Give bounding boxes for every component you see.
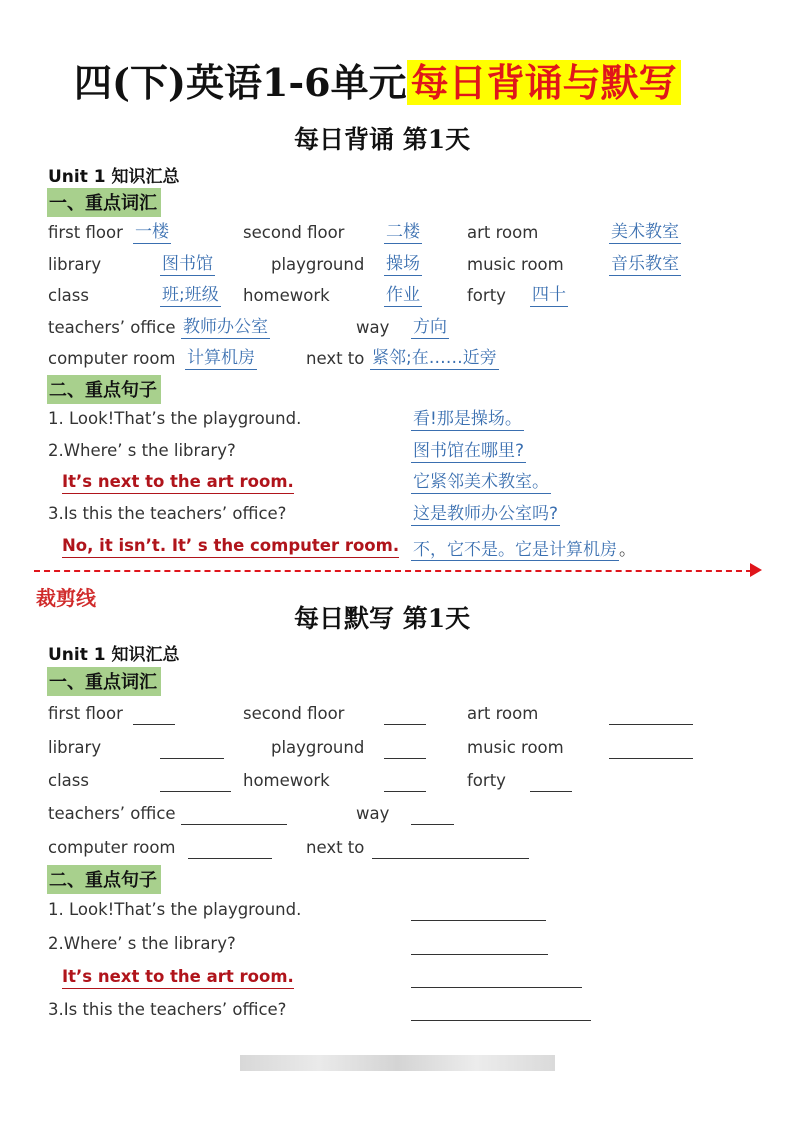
answer-blank[interactable] bbox=[181, 824, 287, 825]
answer-blank[interactable] bbox=[411, 920, 546, 921]
dictation-sentence-en-answer: It’s next to the art room. bbox=[62, 966, 294, 989]
vocab-cn-answer: 二楼 bbox=[386, 222, 420, 242]
dictation-unit-label: Unit 1 知识汇总 bbox=[48, 645, 180, 665]
answer-blank[interactable] bbox=[411, 824, 454, 825]
vocab-cn-answer: 作业 bbox=[386, 285, 420, 305]
vocab-cn-answer: 音乐教室 bbox=[611, 254, 679, 274]
title-main: 四(下)英语1-6单元 bbox=[74, 60, 407, 105]
answer-blank[interactable] bbox=[411, 1020, 591, 1021]
dictation-heading: 每日默写 第1天 bbox=[294, 604, 471, 633]
sentence-en: 1. Look!That’s the playground. bbox=[48, 409, 302, 428]
answer-blank[interactable] bbox=[384, 724, 426, 725]
vocab-en: forty bbox=[467, 286, 506, 305]
answer-blank[interactable] bbox=[160, 791, 231, 792]
vocab-en: homework bbox=[243, 286, 330, 305]
sentence-cn-answer: 这是教师办公室吗? bbox=[413, 504, 559, 524]
vocab-en: teachers’ office bbox=[48, 318, 176, 337]
vocab-en: next to bbox=[306, 349, 365, 368]
title-highlight: 每日背诵与默写 bbox=[407, 60, 681, 105]
vocab-cn-answer: 美术教室 bbox=[611, 222, 679, 242]
dictation-sentence-en: 3.Is this the teachers’ office? bbox=[48, 1000, 287, 1019]
answer-blank[interactable] bbox=[411, 954, 548, 955]
dictation-vocab-en: way bbox=[356, 804, 390, 823]
vocab-cn-answer: 计算机房 bbox=[187, 348, 255, 368]
answer-blank[interactable] bbox=[384, 758, 426, 759]
answer-blank[interactable] bbox=[372, 858, 529, 859]
vocab-en: library bbox=[48, 255, 102, 274]
recite-sentence-heading: 二、重点句子 bbox=[47, 375, 161, 404]
cut-line bbox=[34, 570, 752, 572]
vocab-cn-answer: 图书馆 bbox=[162, 254, 213, 274]
sentence-cn-tail: 。 bbox=[619, 540, 636, 560]
recite-heading: 每日背诵 第1天 bbox=[294, 125, 471, 154]
sentence-cn-answer: 看!那是操场。 bbox=[413, 409, 522, 429]
vocab-cn-answer: 紧邻;在……近旁 bbox=[372, 348, 497, 368]
dictation-vocab-en: art room bbox=[467, 704, 539, 723]
vocab-en: way bbox=[356, 318, 390, 337]
recite-vocab-heading: 一、重点词汇 bbox=[47, 188, 161, 217]
sentence-en: 2.Where’ s the library? bbox=[48, 441, 236, 460]
vocab-cn-answer: 班;班级 bbox=[162, 285, 219, 305]
dictation-vocab-en: next to bbox=[306, 838, 365, 857]
vocab-en: class bbox=[48, 286, 89, 305]
dictation-vocab-en: playground bbox=[271, 738, 365, 757]
dictation-vocab-en: first floor bbox=[48, 704, 123, 723]
vocab-cn-answer: 操场 bbox=[386, 254, 420, 274]
answer-blank[interactable] bbox=[530, 791, 572, 792]
dictation-vocab-en: second floor bbox=[243, 704, 345, 723]
vocab-en: second floor bbox=[243, 223, 345, 242]
sentence-cn-line bbox=[411, 535, 636, 561]
answer-blank[interactable] bbox=[133, 724, 175, 725]
answer-blank[interactable] bbox=[188, 858, 272, 859]
sentence-cn-answer: 不，它不是。它是计算机房 bbox=[413, 540, 617, 560]
answer-blank[interactable] bbox=[411, 987, 582, 988]
vocab-cn-answer: 四十 bbox=[532, 285, 566, 305]
answer-blank[interactable] bbox=[384, 791, 426, 792]
vocab-en: art room bbox=[467, 223, 539, 242]
dictation-sentence-en: 1. Look!That’s the playground. bbox=[48, 900, 302, 919]
cut-line-arrow-icon bbox=[750, 563, 762, 577]
dictation-vocab-heading: 一、重点词汇 bbox=[47, 667, 161, 696]
dictation-vocab-en: computer room bbox=[48, 838, 176, 857]
vocab-en: music room bbox=[467, 255, 564, 274]
recite-unit-label: Unit 1 知识汇总 bbox=[48, 167, 180, 187]
vocab-en: computer room bbox=[48, 349, 176, 368]
vocab-en: first floor bbox=[48, 223, 123, 242]
dictation-vocab-en: homework bbox=[243, 771, 330, 790]
blurred-watermark bbox=[240, 1055, 555, 1071]
sentence-en: 3.Is this the teachers’ office? bbox=[48, 504, 287, 523]
dictation-vocab-en: teachers’ office bbox=[48, 804, 176, 823]
vocab-cn-answer: 方向 bbox=[413, 317, 447, 337]
answer-blank[interactable] bbox=[160, 758, 224, 759]
sentence-cn-answer: 它紧邻美术教室。 bbox=[413, 472, 549, 492]
sentence-en-answer: No, it isn’t. It’ s the computer room. bbox=[62, 535, 399, 558]
answer-blank[interactable] bbox=[609, 758, 693, 759]
vocab-en: playground bbox=[271, 255, 365, 274]
answer-blank[interactable] bbox=[609, 724, 693, 725]
dictation-sentence-heading: 二、重点句子 bbox=[47, 865, 161, 894]
page-title bbox=[74, 52, 681, 107]
sentence-en-answer: It’s next to the art room. bbox=[62, 471, 294, 494]
sentence-cn-answer: 图书馆在哪里? bbox=[413, 441, 525, 461]
dictation-vocab-en: forty bbox=[467, 771, 506, 790]
dictation-sentence-en: 2.Where’ s the library? bbox=[48, 934, 236, 953]
dictation-vocab-en: music room bbox=[467, 738, 564, 757]
vocab-cn-answer: 教师办公室 bbox=[183, 317, 268, 337]
dictation-vocab-en: class bbox=[48, 771, 89, 790]
dictation-vocab-en: library bbox=[48, 738, 102, 757]
cut-line-label: 裁剪线 bbox=[36, 586, 96, 610]
vocab-cn-answer: 一楼 bbox=[135, 222, 169, 242]
